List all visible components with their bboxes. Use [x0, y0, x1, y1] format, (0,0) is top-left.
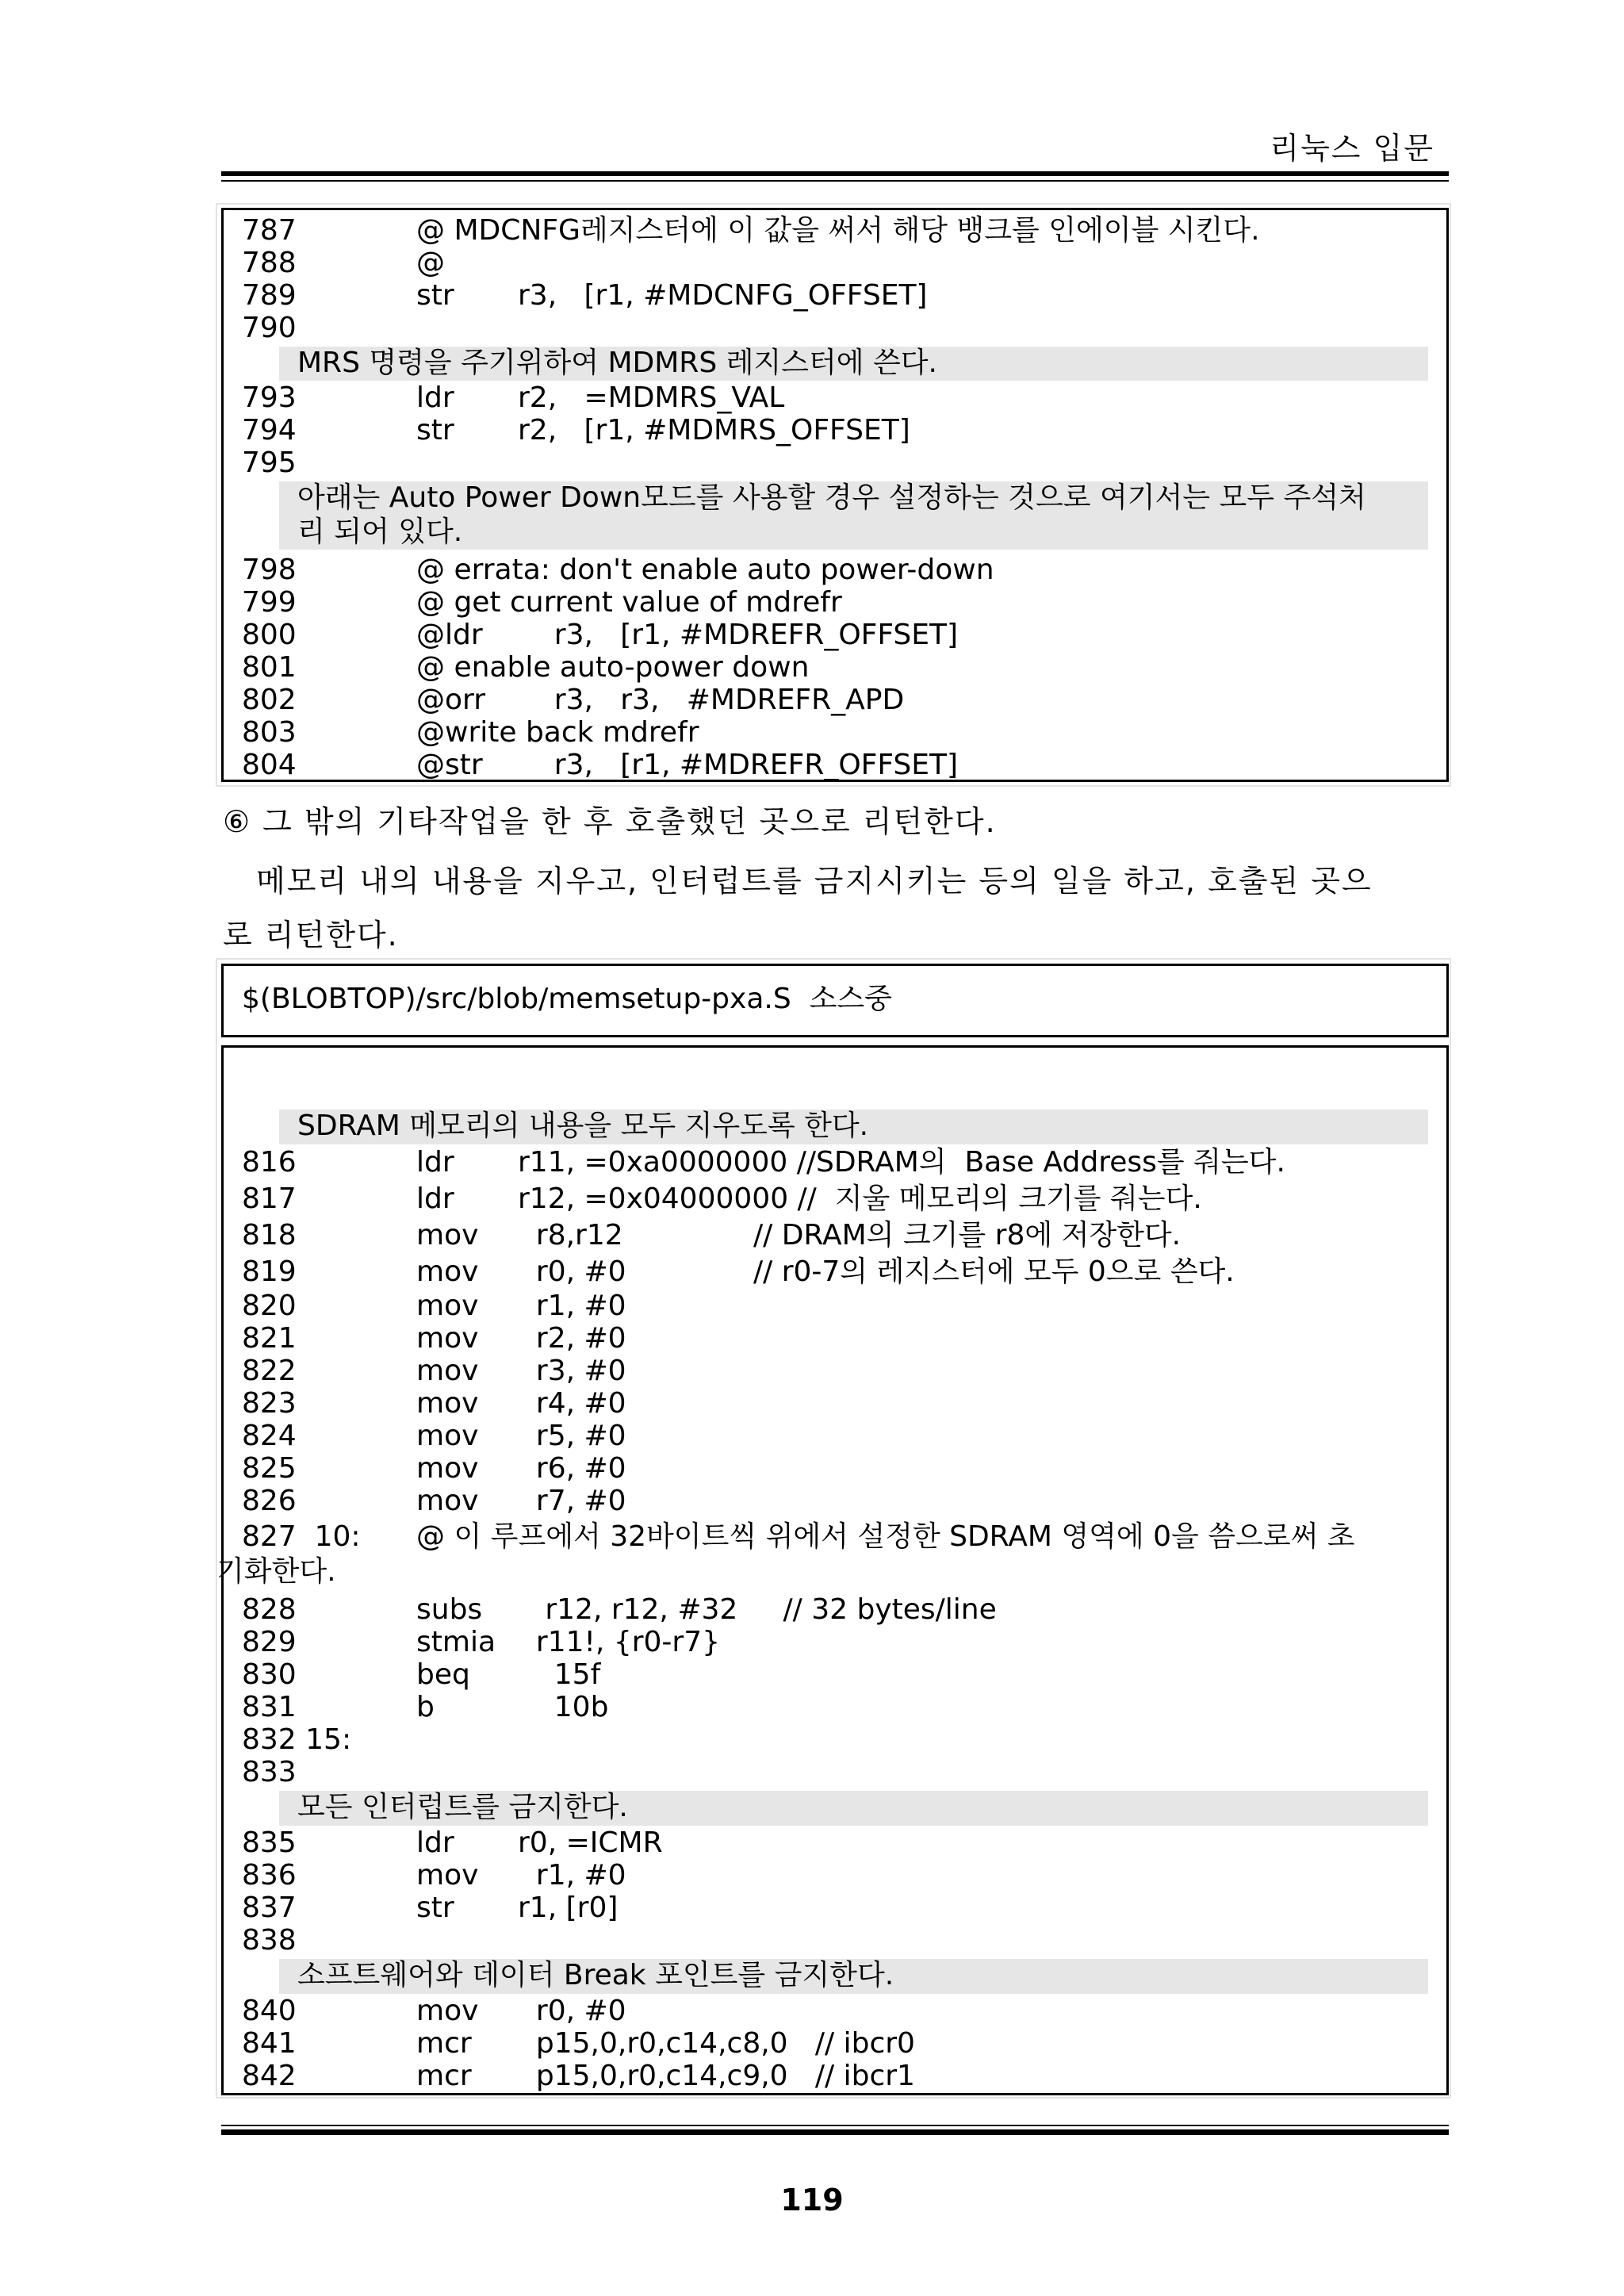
- header-title: 리눅스 입문: [1270, 131, 1434, 166]
- comment-text: MRS 명령을 주기위하여 MDMRS 레지스터에 쓴다.: [297, 347, 937, 379]
- source-caption: $(BLOBTOP)/src/blob/memsetup-pxa.S 소스중: [242, 983, 892, 1015]
- code-operands: r0, #0: [518, 1995, 626, 2027]
- code-line: [224, 684, 1446, 716]
- code-line: [224, 381, 1446, 414]
- line-number: 803: [242, 716, 297, 749]
- code-line: [224, 1658, 1446, 1691]
- code-line: [224, 619, 1446, 651]
- code-line: [224, 1756, 1446, 1788]
- code-instruction: mov: [416, 1387, 479, 1420]
- code-operands: r3, [r1, #MDREFR_OFFSET]: [518, 749, 959, 781]
- code-line: [224, 651, 1446, 684]
- code-operands: r2, =MDMRS_VAL: [518, 381, 785, 414]
- code-operands: p15,0,r0,c14,c8,0 // ibcr0: [518, 2027, 915, 2060]
- code-instruction: str: [416, 1892, 454, 1924]
- code-instruction: str: [416, 414, 454, 447]
- line-number: 833: [242, 1756, 297, 1788]
- code-line: [224, 1290, 1446, 1322]
- code-line: [224, 1723, 1446, 1756]
- code-operands: 15f: [518, 1658, 601, 1691]
- code-instruction: ldr: [416, 1146, 454, 1179]
- code-instruction: mov: [416, 1219, 479, 1251]
- code-line: [224, 554, 1446, 586]
- code-instruction: mov: [416, 1355, 479, 1387]
- code-operands: 10b: [518, 1691, 609, 1723]
- line-number: 816: [242, 1146, 297, 1179]
- line-number: 799: [242, 586, 297, 619]
- source-caption-box: [221, 964, 1449, 1037]
- code-line: [224, 414, 1446, 447]
- code-operands: r0, =ICMR: [518, 1826, 663, 1859]
- comment-text: 소프트웨어와 데이터 Break 포인트를 금지한다.: [297, 1959, 894, 1991]
- code-instruction: beq: [416, 1658, 470, 1691]
- comment-banner: [279, 347, 1428, 381]
- code-instruction: @ get current value of mdrefr: [416, 586, 842, 619]
- code-line-continuation: [216, 1555, 1446, 1588]
- line-number: 842: [242, 2060, 297, 2092]
- header-rule-thin: [221, 180, 1449, 182]
- comment-text: 모든 인터럽트를 금지한다.: [297, 1791, 628, 1823]
- code-operands: r3, #0: [518, 1355, 626, 1387]
- code-line: [224, 214, 1446, 247]
- code-block-2: [216, 1045, 1449, 2095]
- code-line: [224, 1892, 1446, 1924]
- comment-banner: [279, 481, 1428, 550]
- code-line: [224, 2060, 1446, 2092]
- line-number: 821: [242, 1322, 297, 1355]
- line-number: 818: [242, 1219, 297, 1251]
- line-number: 827 10:: [242, 1520, 361, 1553]
- code-operands: r1, [r0]: [518, 1892, 619, 1924]
- code-line: [224, 1420, 1446, 1452]
- code-line: [224, 1322, 1446, 1355]
- code-line: [224, 1146, 1446, 1179]
- code-line: [224, 1826, 1446, 1859]
- code-instruction: mov: [416, 1255, 479, 1288]
- line-number: 819: [242, 1255, 297, 1288]
- code-line: [224, 1182, 1446, 1215]
- code-line: [224, 2027, 1446, 2060]
- code-line: [224, 1255, 1446, 1288]
- line-number: 830: [242, 1658, 297, 1691]
- line-number: 824: [242, 1420, 297, 1452]
- code-operands: r11!, {r0-r7}: [518, 1626, 721, 1658]
- code-instruction: ldr: [416, 1182, 454, 1215]
- code-comment: // DRAM의 크기를 r8에 저장한다.: [753, 1219, 1182, 1251]
- comment-banner: [279, 1959, 1428, 1994]
- line-number: 832 15:: [242, 1723, 352, 1756]
- footer-rule-thin: [221, 2125, 1449, 2126]
- code-instruction: mov: [416, 1995, 479, 2027]
- line-number: 793: [242, 381, 297, 414]
- code-comment-continuation: 기화한다.: [216, 1555, 336, 1588]
- code-operands: r4, #0: [518, 1387, 626, 1420]
- code-line: [224, 1995, 1446, 2027]
- code-instruction: mov: [416, 1322, 479, 1355]
- code-line: [224, 1691, 1446, 1723]
- code-instruction: mcr: [416, 2027, 472, 2060]
- code-operands: p15,0,r0,c14,c9,0 // ibcr1: [518, 2060, 915, 2092]
- line-number: 794: [242, 414, 297, 447]
- code-instruction: @str: [416, 749, 483, 781]
- code-line: [224, 1219, 1446, 1251]
- code-operands: r3, r3, #MDREFR_APD: [518, 684, 905, 716]
- comment-banner: [279, 1791, 1428, 1826]
- code-line: [224, 749, 1446, 781]
- code-operands: r0, #0: [518, 1255, 626, 1288]
- code-operands: r8,r12: [518, 1219, 623, 1251]
- code-line: [224, 247, 1446, 279]
- line-number: 840: [242, 1995, 297, 2027]
- footer-rule-thick: [221, 2129, 1449, 2135]
- code-line: [224, 279, 1446, 312]
- line-number: 795: [242, 447, 297, 479]
- line-number: 837: [242, 1892, 297, 1924]
- code-instruction: @write back mdrefr: [416, 716, 699, 749]
- line-number: 789: [242, 279, 297, 312]
- line-number: 836: [242, 1859, 297, 1892]
- code-operands: r1, #0: [518, 1290, 626, 1322]
- code-instruction: mcr: [416, 2060, 472, 2092]
- line-number: 798: [242, 554, 297, 586]
- line-number: 828: [242, 1593, 297, 1626]
- code-instruction: mov: [416, 1420, 479, 1452]
- line-number: 801: [242, 651, 297, 684]
- code-instruction: @orr: [416, 684, 485, 716]
- code-line: [224, 1924, 1446, 1957]
- line-number: 787: [242, 214, 297, 247]
- line-number: 802: [242, 684, 297, 716]
- code-instruction: @ldr: [416, 619, 483, 651]
- comment-text: 아래는 Auto Power Down모드를 사용할 경우 설정하는 것으로 여기서는 모두 주석처: [297, 481, 1366, 514]
- line-number: 835: [242, 1826, 297, 1859]
- code-instruction: @ MDCNFG레지스터에 이 값을 써서 해당 뱅크를 인에이블 시킨다.: [416, 214, 1260, 247]
- line-number: 817: [242, 1182, 297, 1215]
- code-operands: r12, =0x04000000 // 지울 메모리의 크기를 줘는다.: [518, 1182, 1202, 1215]
- code-line: [224, 447, 1446, 479]
- code-operands: r7, #0: [518, 1485, 626, 1517]
- code-line-827: [224, 1520, 1446, 1553]
- comment-text: SDRAM 메모리의 내용을 모두 지우도록 한다.: [297, 1110, 869, 1142]
- page-number: 119: [780, 2183, 844, 2217]
- code-line: [224, 1593, 1446, 1626]
- section-heading: ⑥ 그 밖의 기타작업을 한 후 호출했던 곳으로 리턴한다.: [223, 804, 997, 839]
- line-number: 822: [242, 1355, 297, 1387]
- line-number: 800: [242, 619, 297, 651]
- section-paragraph-line1: 메모리 내의 내용을 지우고, 인터럽트를 금지시키는 등의 일을 하고, 호출된 곳으: [256, 864, 1373, 899]
- code-block-1: [221, 208, 1449, 782]
- comment-banner: [279, 1110, 1428, 1144]
- code-instruction: mov: [416, 1290, 479, 1322]
- line-number: 838: [242, 1924, 297, 1957]
- line-number: 829: [242, 1626, 297, 1658]
- line-number: 788: [242, 247, 297, 279]
- code-comment: // r0-7의 레지스터에 모두 0으로 쓴다.: [753, 1255, 1235, 1288]
- code-instruction: @ enable auto-power down: [416, 651, 810, 684]
- code-instruction: subs: [416, 1593, 483, 1626]
- line-number: 841: [242, 2027, 297, 2060]
- code-comment: @ 이 루프에서 32바이트씩 위에서 설정한 SDRAM 영역에 0을 씀으로써 초: [416, 1520, 1355, 1553]
- comment-text: 리 되어 있다.: [297, 516, 463, 548]
- code-line: [224, 1387, 1446, 1420]
- code-instruction: str: [416, 279, 454, 312]
- code-line: [224, 312, 1446, 344]
- code-instruction: @: [416, 247, 445, 279]
- code-line: [224, 586, 1446, 619]
- section-paragraph-line2: 로 리턴한다.: [223, 918, 399, 953]
- code-line: [224, 1859, 1446, 1892]
- line-number: 820: [242, 1290, 297, 1322]
- code-instruction: mov: [416, 1859, 479, 1892]
- code-operands: r5, #0: [518, 1420, 626, 1452]
- code-instruction: b: [416, 1691, 435, 1723]
- code-operands: r2, [r1, #MDMRS_OFFSET]: [518, 414, 910, 447]
- code-instruction: mov: [416, 1452, 479, 1485]
- header-rule-thick: [221, 171, 1449, 176]
- code-instruction: ldr: [416, 1826, 454, 1859]
- code-line: [224, 1452, 1446, 1485]
- code-instruction: mov: [416, 1485, 479, 1517]
- line-number: 826: [242, 1485, 297, 1517]
- code-instruction: stmia: [416, 1626, 496, 1658]
- code-line: [224, 1485, 1446, 1517]
- code-instruction: ldr: [416, 381, 454, 414]
- code-operands: r6, #0: [518, 1452, 626, 1485]
- code-operands: r12, r12, #32 // 32 bytes/line: [518, 1593, 997, 1626]
- code-operands: r2, #0: [518, 1322, 626, 1355]
- code-line: [224, 1626, 1446, 1658]
- code-operands: r3, [r1, #MDREFR_OFFSET]: [518, 619, 959, 651]
- code-instruction: @ errata: don't enable auto power-down: [416, 554, 994, 586]
- line-number: 790: [242, 312, 297, 344]
- line-number: 823: [242, 1387, 297, 1420]
- code-line: [224, 716, 1446, 749]
- code-operands: r3, [r1, #MDCNFG_OFFSET]: [518, 279, 928, 312]
- line-number: 825: [242, 1452, 297, 1485]
- code-line: [224, 1355, 1446, 1387]
- line-number: 831: [242, 1691, 297, 1723]
- line-number: 804: [242, 749, 297, 781]
- code-operands: r1, #0: [518, 1859, 626, 1892]
- code-operands: r11, =0xa0000000 //SDRAM의 Base Address를 줘는다.: [518, 1146, 1285, 1179]
